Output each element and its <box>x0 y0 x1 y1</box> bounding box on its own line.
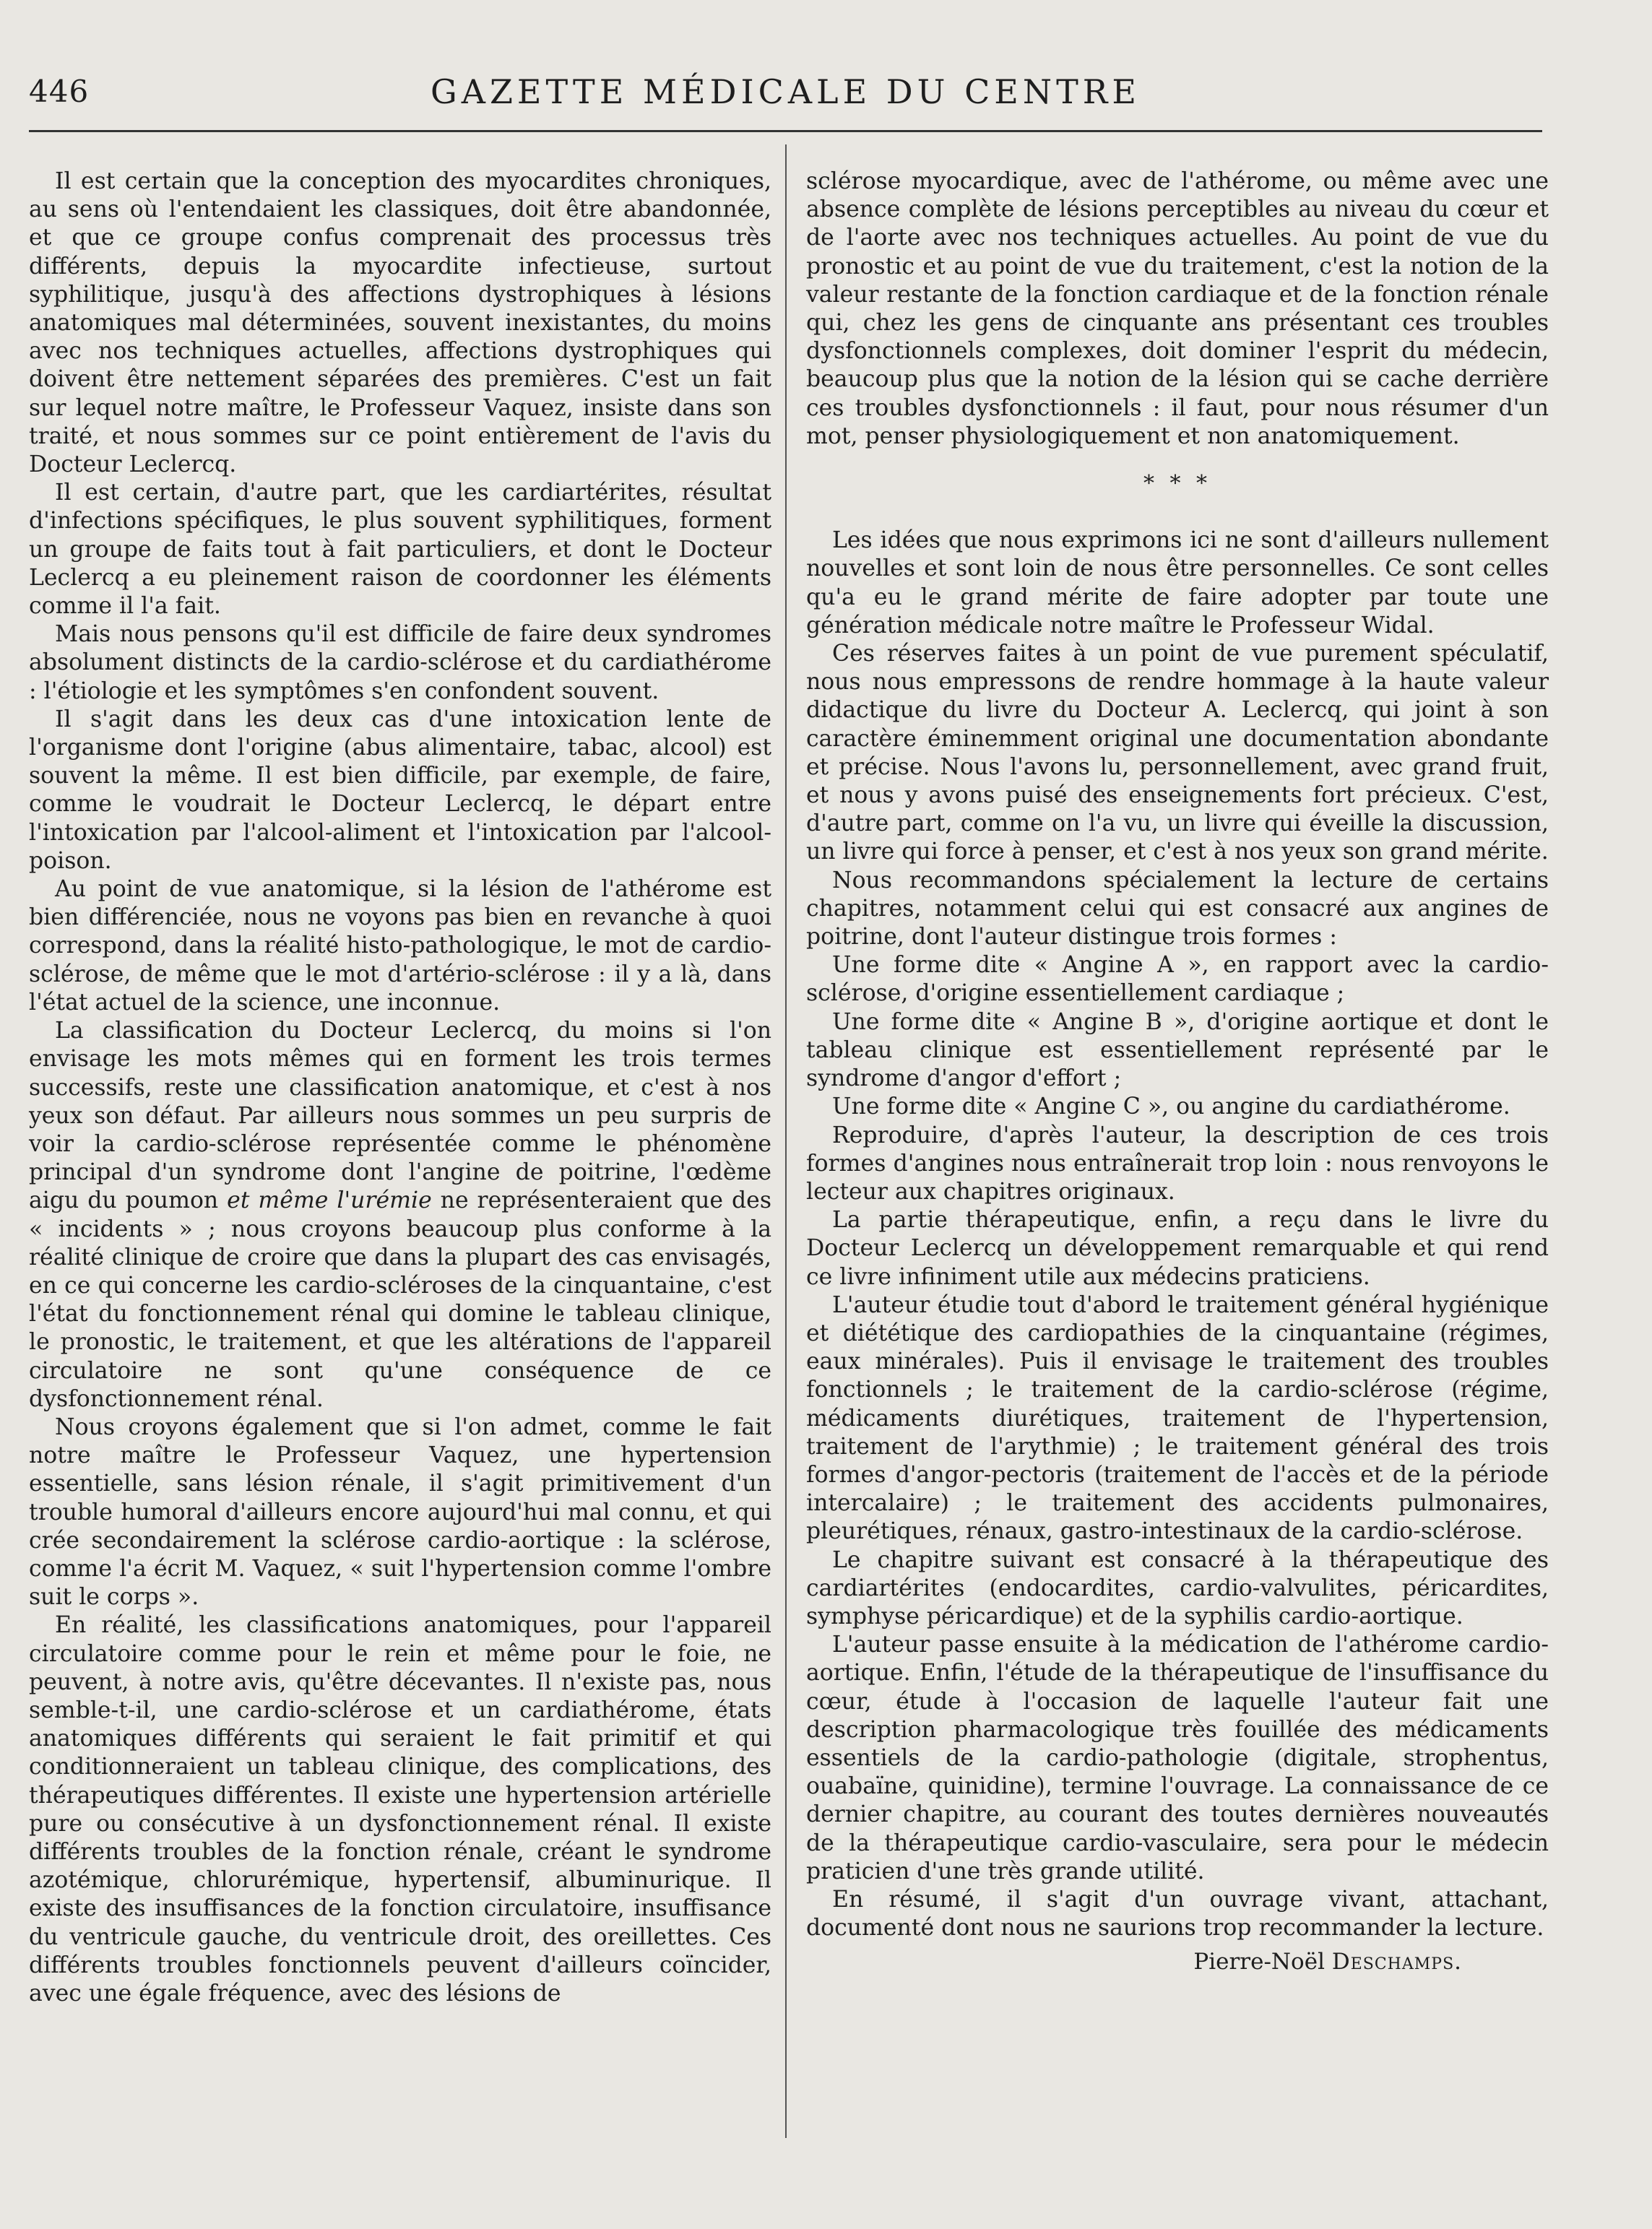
left-column <box>29 168 771 2008</box>
paragraph: Il s'agit dans les deux cas d'une intoxication lente de l'organisme dont l'origine (abus alimentaire, tabac, alcool) est souvent la même. Il est bien difficile, par exemple, de faire, comme le voudrait le Docteur Leclercq, le départ entre l'intoxication par l'alcool-aliment et l'intoxication par l'alcool-poison. <box>29 706 771 874</box>
paragraph: Nous croyons également que si l'on admet, comme le fait notre maître le Professeur Vaquez, une hypertension essentielle, sans lésion rénale, il s'agit primitivement d'un trouble humoral d'ailleurs encore aujourd'hui mal connu, et qui crée secondairement la sclérose cardio-aortique : la sclérose, comme l'a écrit M. Vaquez, « suit l'hypertension comme l'ombre suit le corps ». <box>29 1414 771 1611</box>
paragraph: Les idées que nous exprimons ici ne sont d'ailleurs nullement nouvelles et sont loin de nous être personnelles. Ce sont celles qu'a eu le grand mérite de faire adopter par toute une génération médicale notre maître le Professeur Widal. <box>806 527 1549 639</box>
paragraph: Il est certain, d'autre part, que les cardiartérites, résultat d'infections spécifiques, le plus souvent syphilitiques, forment un groupe de faits tout à fait particuliers, et dont le Docteur Leclercq a eu pleinement raison de coordonner les éléments comme il l'a fait. <box>29 480 771 620</box>
paragraph: En réalité, les classifications anatomiques, pour l'appareil circulatoire comme pour le rein et même pour le foie, ne peuvent, à notre avis, qu'être décevantes. Il n'existe pas, nous semble-t-il, une cardio-sclérose et un cardiathérome, états anatomiques différents qui seraient le fait primitif et qui conditionneraient un tableau clinique, des complications, des thérapeutiques différentes. Il existe une hypertension artérielle pure ou consécutive à un dysfonctionnement rénal. Il existe différents troubles de la fonction rénale, créant le syndrome azotémique, chlorurémique, hypertensif, albuminurique. Il existe des insuffisances de la fonction circulatoire, insuffisance du ventricule gauche, du ventricule droit, des oreillettes. Ces différents troubles fonctionnels peuvent d'ailleurs coïncider, avec une égale fréquence, avec des lésions de <box>29 1612 771 2007</box>
paragraph: sclérose myocardique, avec de l'athérome, ou même avec une absence complète de lésions perceptibles au niveau du cœur et de l'aorte avec nos techniques actuelles. Au point de vue du pronostic et au point de vue du traitement, c'est la notion de la valeur restante de la fonction cardiaque et de la fonction rénale qui, chez les gens de cinquante ans présentant ces troubles dysfonctionnels complexes, doit dominer l'esprit du médecin, beaucoup plus que la notion de la lésion qui se cache derrière ces troubles dysfonctionnels : il faut, pour nous résumer d'un mot, penser physiologiquement et non anatomiquement. <box>806 168 1549 449</box>
page-header <box>29 69 1542 120</box>
paragraph: Mais nous pensons qu'il est difficile de faire deux syndromes absolument distincts de la cardio-sclérose et du cardiathérome : l'étiologie et les symptômes s'en confondent souvent. <box>29 621 771 704</box>
author-given-name: Pierre-Noël <box>1193 1949 1332 1975</box>
paragraph: Le chapitre suivant est consacré à la thérapeutique des cardiartérites (endocardites, cardio-valvulites, péricardites, symphyse péricardique) et de la syphilis cardio-aortique. <box>806 1546 1549 1629</box>
author-signature <box>806 1948 1549 1976</box>
paragraph: Une forme dite « Angine C », ou angine du cardiathérome. <box>832 1094 1510 1120</box>
author-surname: Deschamps. <box>1331 1949 1462 1975</box>
paragraph: Ces réserves faites à un point de vue purement spéculatif, nous nous empressons de rendre hommage à la haute valeur didactique du livre du Docteur A. Leclercq, qui joint à son caractère éminemment original une documentation abondante et précise. Nous l'avons lu, personnellement, avec grand fruit, et nous y avons puisé des enseignements fort précieux. C'est, d'autre part, comme on l'a vu, un livre qui éveille la discussion, un livre qui force à penser, et c'est à nos yeux son grand mérite. <box>806 641 1549 865</box>
paragraph <box>29 1017 771 1414</box>
paragraph: Nous recommandons spécialement la lecture de certains chapitres, notamment celui qui est consacré aux angines de poitrine, dont l'auteur distingue trois formes : <box>806 867 1549 951</box>
paragraph: La partie thérapeutique, enfin, a reçu dans le livre du Docteur Leclercq un développement remarquable et qui rend ce livre infiniment utile aux médecins praticiens. <box>806 1207 1549 1290</box>
paragraph: L'auteur étudie tout d'abord le traitement général hygiénique et diététique des cardiopathies de la cinquantaine (régimes, eaux minérales). Puis il envisage le traitement des troubles fonctionnels ; le traitement de la cardio-sclérose (régime, médicaments diurétiques, traitement de l'hypertension, traitement de l'arythmie) ; le traitement général des trois formes d'angor-pectoris (traitement de l'accès et de la période intercalaire) ; le traitement des accidents pulmonaires, pleurétiques, rénaux, gastro-intestinaux de la cardio-sclérose. <box>806 1291 1549 1545</box>
right-column <box>806 168 1549 1977</box>
paragraph-text: ne représenteraient que des « incidents » ; nous croyons beaucoup plus conforme à la réalité clinique de croire que dans la plupart des cas envisagés, en ce qui concerne les cardio-scléroses de la cinquantaine, c'est l'état du fonctionnement rénal qui domine le tableau clinique, le pronostic, le traitement, et que les altérations de l'appareil circulatoire ne sont qu'une conséquence de ce dysfonctionnement rénal. <box>29 1187 771 1412</box>
paragraph: L'auteur passe ensuite à la médication de l'athérome cardio-aortique. Enfin, l'étude de la thérapeutique de l'insuffisance du cœur, étude à l'occasion de laquelle l'auteur fait une description pharmacologique très fouillée des médicaments essentiels de la cardio-pathologie (digitale, strophentus, ouabaïne, quinidine), termine l'ouvrage. La connaissance de ce dernier chapitre, au courant des toutes dernières nouveautés de la thérapeutique cardio-vasculaire, sera pour le médecin praticien d'une très grande utilité. <box>806 1632 1549 1884</box>
paragraph: Une forme dite « Angine B », d'origine aortique et dont le tableau clinique est essentiellement représenté par le syndrome d'angor d'effort ; <box>806 1008 1549 1092</box>
journal-title: GAZETTE MÉDICALE DU CENTRE <box>430 72 1141 111</box>
paragraph: Au point de vue anatomique, si la lésion de l'athérome est bien différenciée, nous ne voyons pas bien en revanche à quoi correspond, dans la réalité histo-pathologique, le mot de cardio-sclérose, de même que le mot d'artério-sclérose : il y a là, dans l'état actuel de la science, une inconnue. <box>29 876 771 1016</box>
paragraph: En résumé, il s'agit d'un ouvrage vivant, attachant, documenté dont nous ne saurions trop recommander la lecture. <box>806 1886 1549 1942</box>
paragraph: Il est certain que la conception des myocardites chroniques, au sens où l'entendaient les classiques, doit être abandonnée, et que ce groupe confus comprenait des processus très différents, depuis la myocardite infectieuse, surtout syphilitique, jusqu'à des affections dystrophiques à lésions anatomiques mal déterminées, souvent inexistantes, du moins avec nos techniques actuelles, affections dystrophiques qui doivent être nettement séparées des premières. C'est un fait sur lequel notre maître, le Professeur Vaquez, insiste dans son traité, et nous sommes sur ce point entièrement de l'avis du Docteur Leclercq. <box>29 168 771 478</box>
header-rule <box>29 130 1542 132</box>
column-divider <box>785 144 787 2138</box>
paragraph-text: La classification du Docteur Leclercq, du moins si l'on envisage les mots mêmes qui en forment les trois termes successifs, reste une classification anatomique, et c'est à nos yeux son défaut. Par ailleurs nous sommes un peu surpris de voir la cardio-sclérose représentée comme le phénomène principal d'un syndrome dont l'angine de poitrine, l'œdème aigu du poumon <box>29 1018 771 1214</box>
section-separator: * * * <box>1143 471 1212 497</box>
page-number: 446 <box>29 74 90 109</box>
paragraph: Reproduire, d'après l'auteur, la description de ces trois formes d'angines nous entraînerait trop loin : nous renvoyons le lecteur aux chapitres originaux. <box>806 1122 1549 1205</box>
italic-phrase: et même l'urémie <box>227 1187 432 1214</box>
paragraph: Une forme dite « Angine A », en rapport avec la cardio-sclérose, d'origine essentiellement cardiaque ; <box>806 952 1549 1007</box>
